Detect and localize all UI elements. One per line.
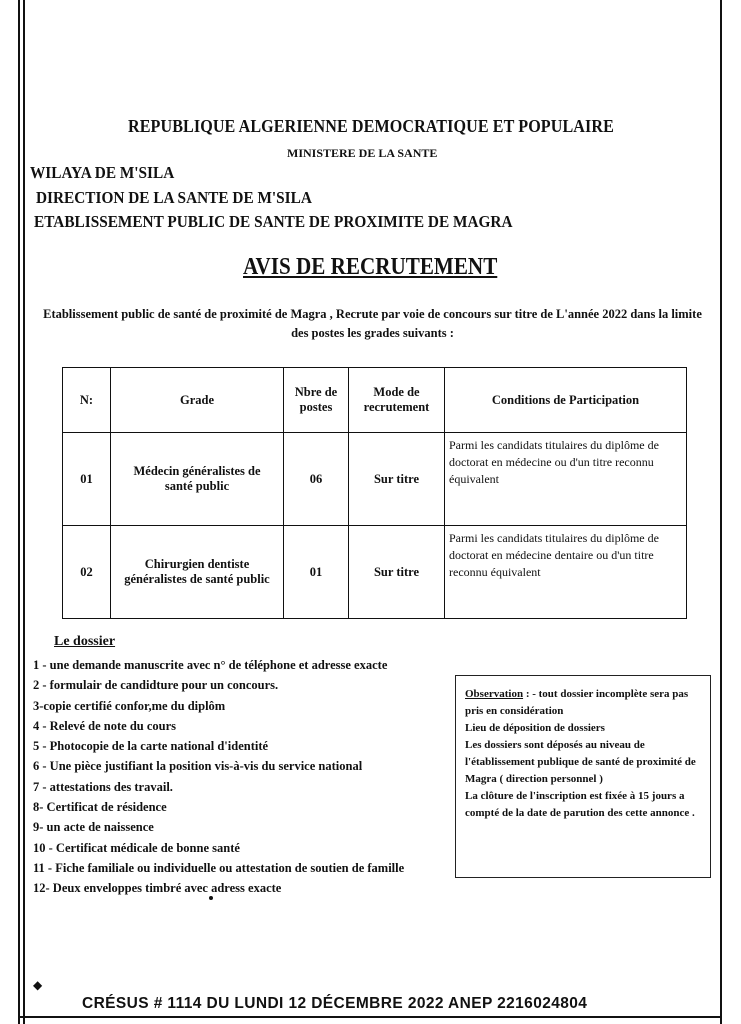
dossier-list bbox=[33, 655, 404, 899]
cell-conditions: Parmi les candidats titulaires du diplôme de doctorat en médecine ou d'un titre reconnu équivalent bbox=[445, 433, 687, 526]
cell-n: 02 bbox=[63, 526, 111, 619]
header-ministere: MINISTERE DE LA SANTE bbox=[287, 146, 438, 160]
dossier-item: 1 - une demande manuscrite avec n° de téléphone et adresse exacte bbox=[33, 658, 388, 672]
dossier-item: 8- Certificat de résidence bbox=[33, 800, 167, 815]
header-direction: DIRECTION DE LA SANTE DE M'SILA bbox=[36, 188, 312, 207]
cell-mode: Sur titre bbox=[349, 433, 445, 526]
header-postes: Nbre de postes bbox=[284, 368, 349, 433]
scan-dot bbox=[209, 896, 213, 900]
table-row bbox=[63, 526, 687, 619]
dossier-item: 4 - Relevé de note du cours bbox=[33, 718, 177, 733]
intro-paragraph: Etablissement public de santé de proximité de Magra , Recrute par voie de concours sur titre de L'année 2022 dans la limite des postes les grades suivants : bbox=[43, 307, 702, 340]
observation-line: Les dossiers sont déposés au niveau de l'établissement publique de santé de proximité de Magra ( direction personnel ) bbox=[465, 739, 696, 785]
header-mode: Mode de recrutement bbox=[349, 368, 445, 433]
header-grade: Grade bbox=[111, 368, 284, 433]
observation-label: Observation bbox=[465, 688, 524, 700]
dossier-item: 5 - Photocopie de la carte national d'identité bbox=[33, 739, 269, 754]
dossier-item: 6 - Une pièce justifiant la position vis-à-vis du service national bbox=[33, 759, 363, 774]
page-title: AVIS DE RECRUTEMENT bbox=[243, 254, 498, 280]
dossier-item: 11 - Fiche familiale ou individuelle ou attestation de soutien de famille bbox=[33, 860, 405, 875]
header-n: N: bbox=[63, 368, 111, 433]
dossier-title: Le dossier bbox=[54, 634, 116, 649]
table-header-row bbox=[63, 368, 687, 433]
diamond-mark-icon: ◆ bbox=[33, 978, 43, 992]
cell-postes: 06 bbox=[284, 433, 349, 526]
cell-conditions: Parmi les candidats titulaires du diplôme de doctorat en médecine dentaire ou d'un titre reconnu équivalent bbox=[445, 526, 687, 619]
dossier-item: 9- un acte de naissence bbox=[33, 820, 154, 835]
header-republique: REPUBLIQUE ALGERIENNE DEMOCRATIQUE ET POPULAIRE bbox=[128, 116, 614, 136]
dossier-item: 3-copie certifié confor,me du diplôm bbox=[33, 698, 226, 713]
left-border-line bbox=[18, 0, 20, 1024]
header-etablissement: ETABLISSEMENT PUBLIC DE SANTE DE PROXIMITE DE MAGRA bbox=[34, 212, 513, 231]
observation-box bbox=[455, 675, 711, 878]
dossier-item: 7 - attestations des travail. bbox=[33, 779, 173, 794]
recruitment-table bbox=[62, 367, 687, 619]
observation-line: Lieu de déposition de dossiers bbox=[465, 722, 605, 734]
observation-line: La clôture de l'inscription est fixée à 15 jours a compté de la date de parution des cette annonce . bbox=[465, 790, 695, 819]
table-row bbox=[63, 433, 687, 526]
bottom-border-line bbox=[18, 1016, 721, 1018]
dossier-item: 10 - Certificat médicale de bonne santé bbox=[33, 840, 240, 855]
cell-n: 01 bbox=[63, 433, 111, 526]
header-conditions: Conditions de Participation bbox=[445, 368, 687, 433]
left-border-line-inner bbox=[23, 0, 25, 1024]
cell-grade: Chirurgien dentiste généralistes de santé public bbox=[111, 526, 284, 619]
header-wilaya: WILAYA DE M'SILA bbox=[30, 163, 175, 182]
dossier-item: 12- Deux enveloppes timbré avec adress exacte bbox=[33, 881, 282, 896]
footer-publication-info: CRÉSUS # 1114 DU LUNDI 12 DÉCEMBRE 2022 ANEP 2216024804 bbox=[82, 995, 588, 1012]
dossier-item: 2 - formulair de candidture pour un concours. bbox=[33, 678, 279, 693]
observation-line: : - tout dossier incomplète sera pas pris en considération bbox=[465, 688, 689, 717]
cell-grade: Médecin généralistes de santé public bbox=[111, 433, 284, 526]
cell-mode: Sur titre bbox=[349, 526, 445, 619]
cell-postes: 01 bbox=[284, 526, 349, 619]
